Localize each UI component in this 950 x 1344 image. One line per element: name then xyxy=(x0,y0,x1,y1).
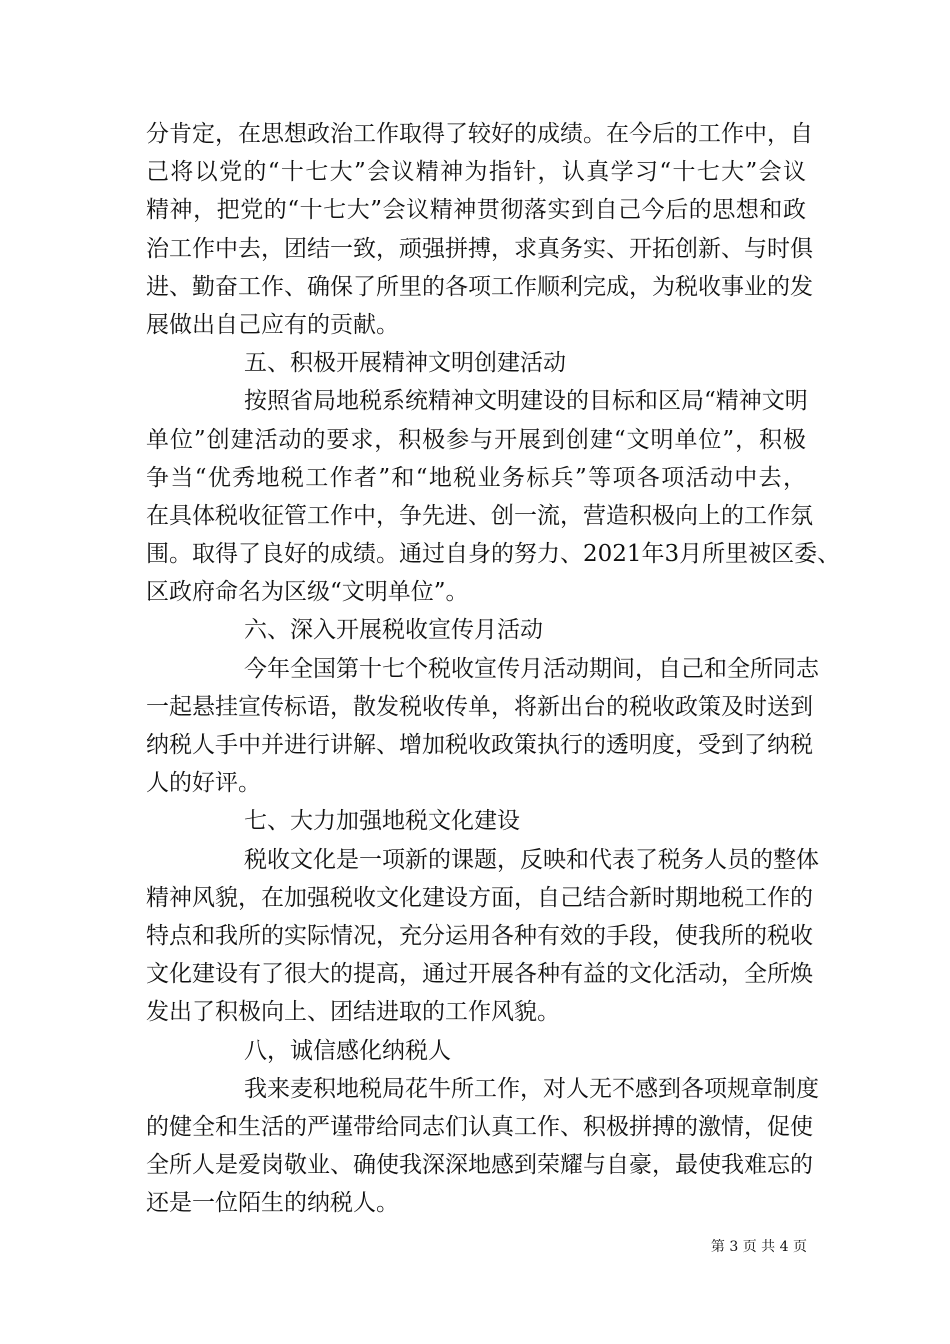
text-line: 发出了积极向上、团结进取的工作风貌。 xyxy=(146,999,560,1026)
page-number-footer: 第 3 页 共 4 页 xyxy=(710,1239,807,1255)
text-line: 围。取得了良好的成绩。通过自身的努力、2021年3月所里被区委、 xyxy=(146,541,841,568)
text-line: 的健全和生活的严谨带给同志们认真工作、积极拼搏的激情，促使 xyxy=(146,1113,813,1140)
text-line: 纳税人手中并进行讲解、增加税收政策执行的透明度，受到了纳税 xyxy=(146,732,813,758)
text-line: 人的好评。 xyxy=(146,770,261,797)
text-line: 特点和我所的实际情况，充分运用各种有效的手段，使我所的税收 xyxy=(146,922,813,949)
text-line: 我来麦积地税局花牛所工作，对人无不感到各项规章制度 xyxy=(244,1075,819,1102)
document-body xyxy=(146,115,841,1222)
text-line: 争当“优秀地税工作者”和“地税业务标兵”等项各项活动中去， xyxy=(146,464,806,491)
text-line: 己将以党的“十七大”会议精神为指针，认真学习“十七大”会议 xyxy=(146,159,806,186)
section-heading: 七、大力加强地税文化建设 xyxy=(244,808,520,835)
text-line: 区政府命名为区级“文明单位”。 xyxy=(146,579,469,606)
section-heading: 六、深入开展税收宣传月活动 xyxy=(244,617,543,644)
section-heading: 五、积极开展精神文明创建活动 xyxy=(244,350,566,377)
text-line: 分肯定，在思想政治工作取得了较好的成绩。在今后的工作中，自 xyxy=(146,121,813,147)
section-heading: 八，诚信感化纳税人 xyxy=(244,1037,451,1064)
text-line: 按照省局地税系统精神文明建设的目标和区局“精神文明 xyxy=(244,388,808,415)
text-line: 单位”创建活动的要求，积极参与开展到创建“文明单位”，积极 xyxy=(146,426,806,453)
text-line: 进、勤奋工作、确保了所里的各项工作顺利完成，为税收事业的发 xyxy=(146,273,813,300)
text-line: 文化建设有了很大的提高，通过开展各种有益的文化活动，全所焕 xyxy=(146,961,813,988)
text-line: 今年全国第十七个税收宣传月活动期间，自己和全所同志 xyxy=(244,655,819,682)
text-line: 精神，把党的“十七大”会议精神贯彻落实到自己今后的思想和政 xyxy=(146,197,806,224)
text-line: 治工作中去，团结一致，顽强拼搏，求真务实、开拓创新、与时俱 xyxy=(146,235,813,262)
text-line: 在具体税收征管工作中，争先进、创一流，营造积极向上的工作氛 xyxy=(146,502,813,529)
text-line: 税收文化是一项新的课题，反映和代表了税务人员的整体 xyxy=(244,846,819,873)
text-line: 展做出自己应有的贡献。 xyxy=(146,311,399,338)
text-line: 全所人是爱岗敬业、确使我深深地感到荣耀与自豪，最使我难忘的 xyxy=(146,1152,813,1179)
text-line: 一起悬挂宣传标语，散发税收传单，将新出台的税收政策及时送到 xyxy=(146,693,813,720)
text-line: 精神风貌，在加强税收文化建设方面，自己结合新时期地税工作的 xyxy=(146,884,813,911)
text-line: 还是一位陌生的纳税人。 xyxy=(146,1190,399,1217)
